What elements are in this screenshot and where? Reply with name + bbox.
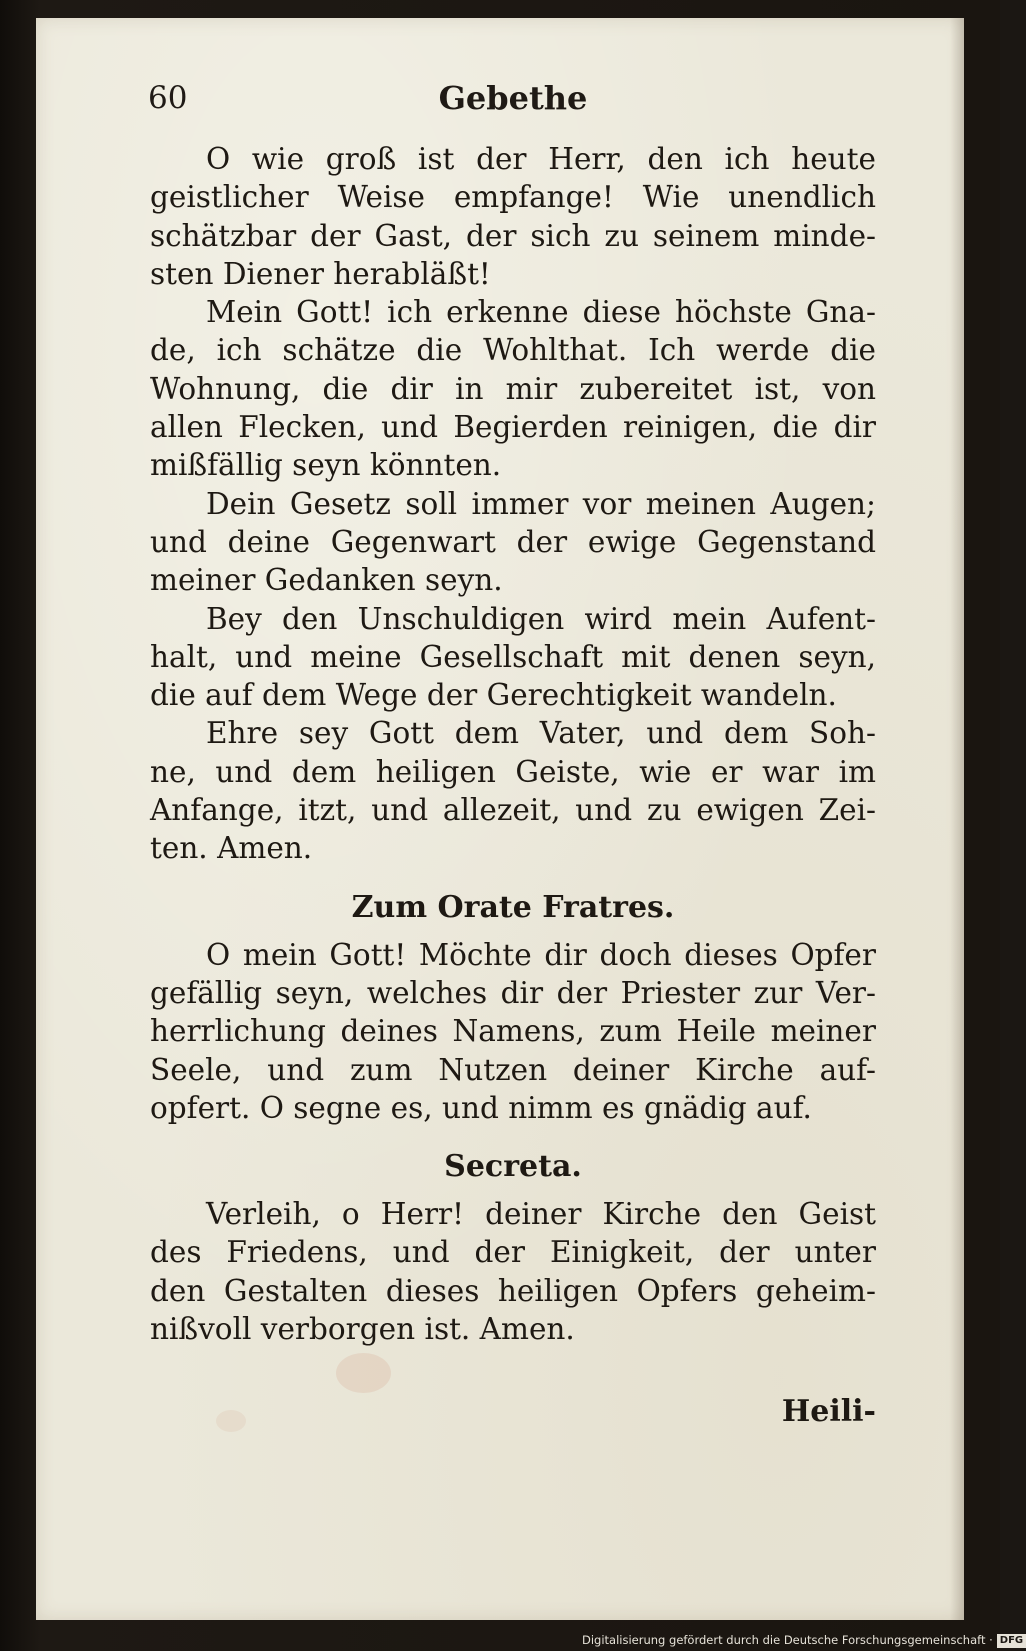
text-line: nißvoll verborgen ist. Amen.: [150, 1312, 575, 1347]
text-line: geistlicher Weise empfange! Wie unendlich: [150, 180, 876, 215]
text-line: Seele, und zum Nutzen deiner Kirche auf-: [150, 1052, 876, 1087]
text-line: des Friedens, und der Einigkeit, der unter: [150, 1235, 876, 1270]
running-head: Gebethe: [438, 79, 588, 117]
section-gap: [150, 1127, 876, 1141]
catchword: Heili-: [781, 1394, 876, 1429]
paragraph-first-line: Mein Gott! ich erkenne diese höchste Gna-: [206, 295, 876, 330]
page-edge-shadow: [950, 18, 964, 1620]
paragraph-first-line: O wie groß ist der Herr, den ich heute: [206, 142, 876, 176]
credit-text: Digitalisierung gefördert durch die Deutsche Forschungsgemeinschaft ·: [582, 1633, 993, 1647]
paragraph-first-line: Bey den Unschuldigen wird mein Aufent-: [206, 601, 876, 636]
text-line: allen Flecken, und Begierden reinigen, die dir: [150, 410, 876, 445]
text-line: den Gestalten dieses heiligen Opfers geheim-: [150, 1273, 876, 1308]
dfg-logo: DFG: [997, 1634, 1026, 1648]
text-line: de, ich schätze die Wohlthat. Ich werde die: [150, 333, 876, 368]
text-line: meiner Gedanken seyn.: [150, 563, 503, 598]
text-line: Wohnung, die dir in mir zubereitet ist, von: [150, 371, 876, 406]
paper-stain: [336, 1353, 391, 1393]
text-line: ten. Amen.: [150, 831, 313, 866]
text-line: halt, und meine Gesellschaft mit denen seyn,: [150, 639, 876, 674]
text-line: ne, und dem heiligen Geiste, wie er war im: [150, 754, 876, 789]
text-line: herrlichung deines Namens, zum Heile meiner: [150, 1014, 876, 1049]
section-heading: Secreta.: [444, 1149, 582, 1185]
text-line: schätzbar der Gast, der sich zu seinem minde-: [150, 218, 876, 253]
digitization-credit: [582, 1629, 1024, 1651]
text-line: opfert. O segne es, und nimm es gnädig auf.: [150, 1090, 812, 1125]
text-line: die auf dem Wege der Gerechtigkeit wandeln.: [150, 678, 837, 713]
text-line: Anfange, itzt, und allezeit, und zu ewigen Zei-: [150, 793, 876, 828]
paragraph-first-line: Dein Gesetz soll immer vor meinen Augen;: [206, 486, 876, 521]
paragraph-first-line: Verleih, o Herr! deiner Kirche den Geist: [206, 1197, 876, 1232]
page-header: [148, 78, 878, 118]
paragraph-first-line: O mein Gott! Möchte dir doch dieses Opfer: [206, 937, 876, 972]
body-text: [150, 140, 876, 1348]
text-line: und deine Gegenwart der ewige Gegenstand: [150, 524, 876, 559]
paragraph-first-line: Ehre sey Gott dem Vater, und dem Soh-: [206, 716, 876, 751]
text-line: sten Diener herabläßt!: [150, 256, 491, 291]
text-line: gefällig seyn, welches dir der Priester zur Ver-: [150, 975, 876, 1010]
section-heading: Zum Orate Fratres.: [351, 889, 675, 925]
section-gap: [150, 868, 876, 882]
page-number: 60: [148, 80, 188, 116]
paper-stain: [216, 1410, 246, 1432]
text-line: mißfällig seyn könnten.: [150, 448, 502, 483]
